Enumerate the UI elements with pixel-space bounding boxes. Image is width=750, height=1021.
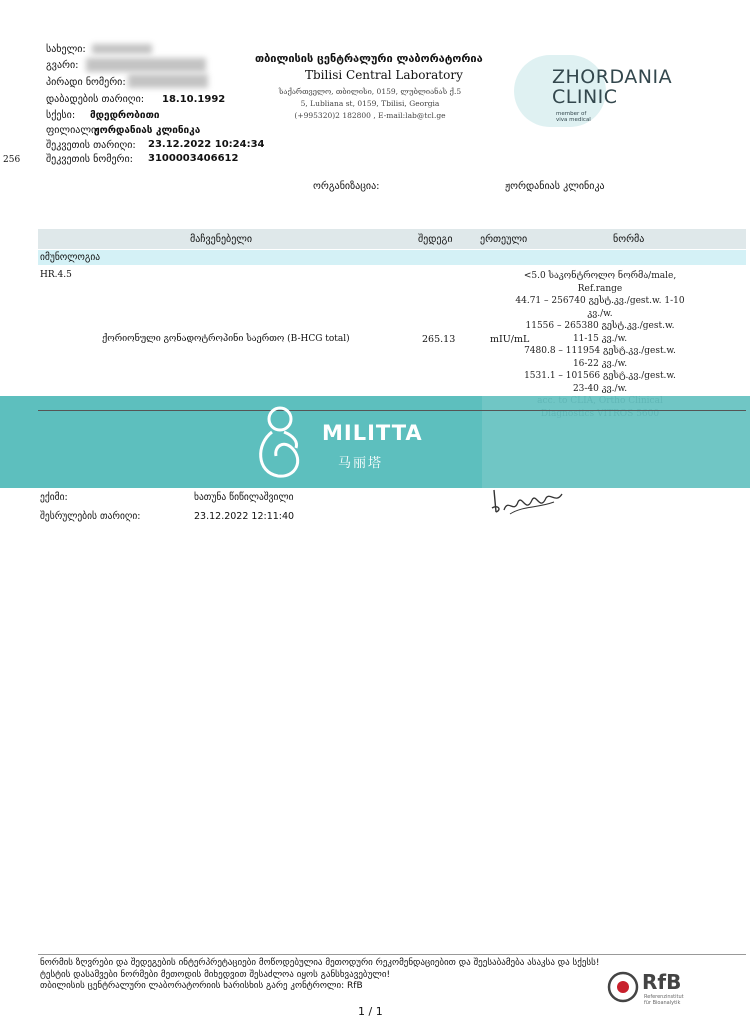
rfb-logo-text: RfB bbox=[642, 970, 682, 994]
norm-line: 11556 – 265380 გესტ.კვ./gest.w. bbox=[525, 321, 675, 331]
column-result: შედეგი bbox=[418, 234, 453, 245]
doctor-name: ხათუნა წიწილაშვილი bbox=[194, 492, 294, 503]
test-result: 265.13 bbox=[422, 334, 456, 345]
personal-id-redacted bbox=[128, 74, 208, 88]
footer-line-1: ნორმის ზღვრები და შედეგების ინტერპრეტაციები მოწოდებულია მეთოდური რეკომენდაციებით და შეესაბამება ასაკსა და სქესს! bbox=[40, 958, 600, 968]
test-name: ქორიონული გონადოტროპინი საერთო (B-HCG total) bbox=[102, 334, 350, 344]
section-row bbox=[38, 250, 746, 265]
rfb-logo-subtitle bbox=[644, 994, 684, 1006]
organization-label: ორგანიზაცია: bbox=[313, 181, 380, 192]
rfb-logo-mark bbox=[606, 970, 640, 1004]
rfb-sub-1: Referenzinstitut bbox=[644, 994, 684, 1000]
test-unit: mIU/mL bbox=[490, 334, 530, 345]
completion-date-label: შესრულების თარიღი: bbox=[40, 511, 141, 522]
table-bottom-rule bbox=[38, 410, 746, 411]
order-date-value: 23.12.2022 10:24:34 bbox=[148, 139, 265, 150]
doctor-signature bbox=[488, 484, 568, 528]
column-unit: ერთეული bbox=[480, 234, 528, 245]
sex-value: მდედრობითი bbox=[90, 110, 160, 121]
margin-number: 256 bbox=[3, 155, 21, 165]
dob-value: 18.10.1992 bbox=[162, 94, 226, 105]
order-number-value: 3100003406612 bbox=[148, 153, 239, 164]
page-number: 1 / 1 bbox=[358, 1005, 383, 1018]
column-norm: ნორმა bbox=[613, 234, 645, 245]
lab-address bbox=[270, 86, 470, 122]
norm-line: 44.71 – 256740 გესტ.კვ./gest.w. 1-10 bbox=[515, 296, 685, 306]
doctor-label: ექიმი: bbox=[40, 492, 68, 503]
footer-line-3: თბილისის ცენტრალური ლაბორატორიის ხარისხის გარე კონტროლი: RfB bbox=[40, 981, 363, 991]
watermark-pregnancy-icon bbox=[250, 402, 310, 482]
norm-line: 11-15 კვ./w. bbox=[572, 333, 628, 344]
footer-notes bbox=[40, 958, 660, 993]
lab-address-georgian: საქართველო, თბილისი, 0159, ლუბლიანას ქ.5 bbox=[278, 87, 462, 96]
personal-id-label: პირადი ნომერი: bbox=[46, 77, 126, 88]
footer-line-2: ტესტის დასამვები ნორმები მეთოდის მიხედვით შესაძლოა იყოს განსხვავებული! bbox=[40, 969, 391, 980]
lab-contact: (+995320)2 182800 , E-mail:lab@tcl.ge bbox=[294, 111, 446, 120]
name-label: სახელი: bbox=[46, 44, 86, 55]
norm-line: 1531.1 – 101566 გესტ.კვ./gest.w. bbox=[524, 371, 676, 381]
section-immunology: იმუნოლოგია bbox=[40, 252, 101, 263]
clinic-logo-line2: CLINIC bbox=[552, 86, 618, 108]
clinic-logo-tagline-2: viva medical bbox=[556, 117, 591, 123]
surname-label: გვარი: bbox=[46, 60, 79, 71]
name-redacted bbox=[92, 44, 152, 54]
norm-line: <5.0 საკონტროლო ნორმა/male, bbox=[523, 271, 677, 281]
clinic-logo-tagline bbox=[556, 111, 591, 123]
completion-date-value: 23.12.2022 12:11:40 bbox=[194, 511, 295, 522]
norm-line: Ref.range bbox=[577, 283, 623, 294]
lab-title-georgian: თბილისის ცენტრალური ლაბორატორია bbox=[255, 52, 483, 65]
norm-line: კვ./w. bbox=[587, 308, 613, 319]
dob-label: დაბადების თარიღი: bbox=[46, 94, 145, 105]
norm-line: 16-22 კვ./w. bbox=[572, 358, 628, 369]
order-number-label: შეკვეთის ნომერი: bbox=[46, 154, 134, 165]
rfb-sub-2: für Bioanalytik bbox=[644, 1000, 681, 1006]
column-indicator: მაჩვენებელი bbox=[190, 234, 253, 245]
sex-label: სქესი: bbox=[46, 110, 76, 121]
clinic-logo-tagline-1: member of bbox=[556, 111, 587, 117]
norm-line: 7480.8 – 111954 გესტ.კვ./gest.w. bbox=[524, 346, 676, 356]
test-code: HR.4.5 bbox=[40, 270, 72, 280]
branch-value: ჟორდანიას კლინიკა bbox=[94, 125, 201, 136]
lab-title-english: Tbilisi Central Laboratory bbox=[305, 68, 463, 82]
watermark-chinese: 马丽塔 bbox=[338, 456, 384, 471]
watermark-brand: MILITTA bbox=[322, 421, 423, 445]
clinic-logo-line1: ZHORDANIA bbox=[552, 66, 673, 88]
order-date-label: შეკვეთის თარიღი: bbox=[46, 140, 136, 151]
surname-redacted bbox=[86, 58, 206, 72]
footer-rule bbox=[38, 954, 746, 955]
branch-label: ფილიალი: bbox=[46, 125, 100, 136]
norm-line: 23-40 კვ./w. bbox=[572, 383, 628, 394]
organization-value: ჟორდანიას კლინიკა bbox=[505, 181, 605, 192]
lab-address-english: 5, Lubliana st, 0159, Tbilisi, Georgia bbox=[300, 99, 440, 108]
